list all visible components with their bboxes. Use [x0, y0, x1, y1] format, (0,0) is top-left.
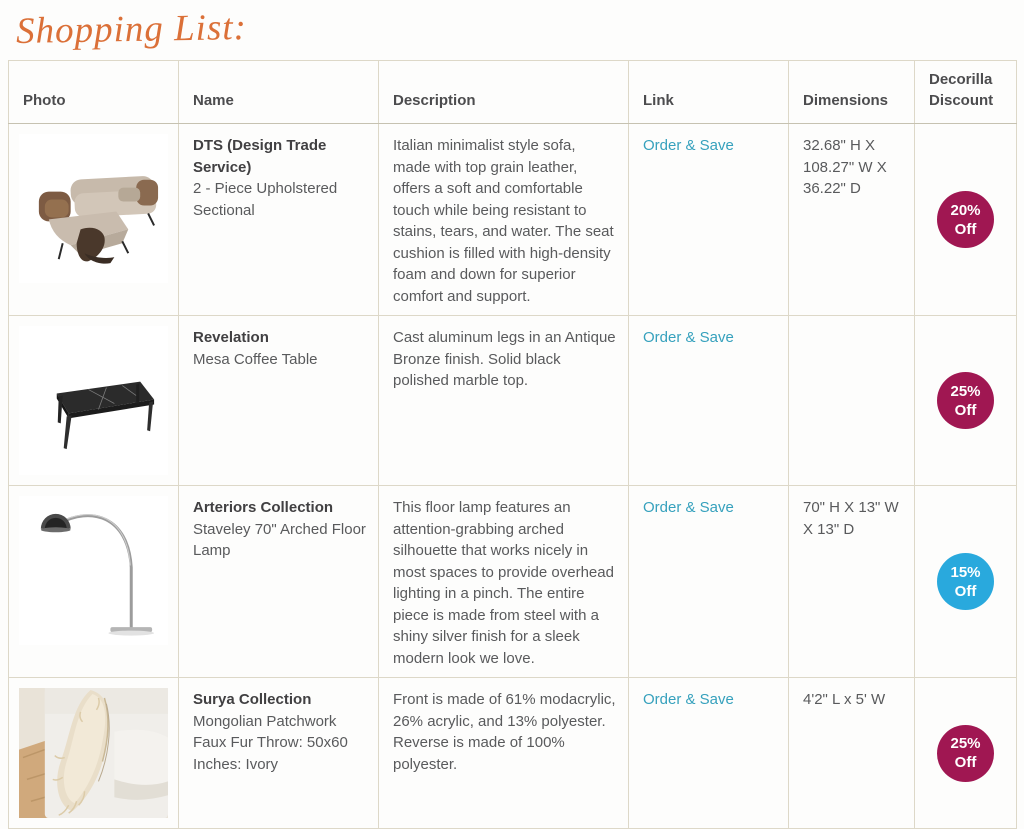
name-cell [179, 124, 379, 316]
description-cell: Front is made of 61% modacrylic, 26% acrylic, and 13% polyester. Reverse is made of 100% polyester. [379, 678, 629, 829]
arched-floor-lamp-illustration [19, 496, 168, 645]
discount-word: Off [954, 754, 977, 772]
product-name: 2 - Piece Upholstered Sectional [193, 180, 338, 219]
product-brand: Revelation [193, 329, 269, 346]
discount-cell [915, 124, 1017, 316]
discount-percent: 25% [950, 735, 981, 753]
link-cell [629, 316, 789, 486]
table-row [9, 678, 1017, 829]
arched-floor-lamp-photo [19, 496, 168, 645]
discount-cell [915, 678, 1017, 829]
product-name: Staveley 70" Arched Floor Lamp [193, 520, 366, 559]
discount-cell [915, 486, 1017, 678]
header-row [9, 61, 1017, 124]
link-cell [629, 486, 789, 678]
name-cell [179, 486, 379, 678]
discount-word: Off [954, 220, 977, 238]
name-cell [179, 316, 379, 486]
name-cell [179, 678, 379, 829]
product-photo-cell [9, 316, 179, 486]
sectional-sofa-photo [19, 134, 168, 283]
sectional-sofa-illustration [19, 134, 168, 283]
header-photo: Photo [9, 61, 179, 124]
discount-cell [915, 316, 1017, 486]
table-row [9, 124, 1017, 316]
order-save-link[interactable]: Order & Save [643, 691, 734, 708]
header-link: Link [629, 61, 789, 124]
faux-fur-throw-illustration [19, 688, 168, 818]
header-description: Description [379, 61, 629, 124]
description-cell: Cast aluminum legs in an Antique Bronze finish. Solid black polished marble top. [379, 316, 629, 486]
discount-percent: 15% [950, 563, 981, 581]
dimensions-cell [789, 316, 915, 486]
dimensions-cell: 70" H X 13" W X 13" D [789, 486, 915, 678]
discount-badge [937, 725, 994, 782]
discount-percent: 25% [950, 382, 981, 400]
dimensions-cell: 32.68" H X 108.27" W X 36.22" D [789, 124, 915, 316]
product-brand: Surya Collection [193, 691, 312, 708]
product-name: Mongolian Patchwork Faux Fur Throw: 50x60 Inches: Ivory [193, 712, 348, 773]
page-title: Shopping List: [15, 6, 248, 53]
product-photo-cell [9, 124, 179, 316]
table-row [9, 486, 1017, 678]
product-name: Mesa Coffee Table [193, 350, 318, 368]
product-photo-cell [9, 678, 179, 829]
discount-word: Off [954, 582, 977, 600]
product-brand: DTS (Design Trade Service) [193, 137, 327, 176]
header-name: Name [179, 61, 379, 124]
discount-badge [937, 191, 994, 248]
discount-badge [937, 553, 994, 610]
order-save-link[interactable]: Order & Save [643, 499, 734, 516]
discount-badge [937, 372, 994, 429]
product-brand: Arteriors Collection [193, 499, 334, 516]
table-row [9, 316, 1017, 486]
discount-word: Off [954, 401, 977, 419]
description-cell: This floor lamp features an attention-grabbing arched silhouette that works nicely in most spaces to provide overhead lighting in a pinch. The entire piece is made from steel with a shiny silver finish for a sleek modern look we love. [379, 486, 629, 678]
description-cell: Italian minimalist style sofa, made with top grain leather, offers a soft and comfortable touch while being resistant to stains, tears, and water. The seat cushion is filled with high-density foam and down for superior comfort and support. [379, 124, 629, 316]
header-decorilla-discount: Decorilla Discount [915, 61, 1017, 124]
discount-percent: 20% [950, 201, 981, 219]
link-cell [629, 678, 789, 829]
coffee-table-photo [19, 326, 168, 475]
link-cell [629, 124, 789, 316]
header-dimensions: Dimensions [789, 61, 915, 124]
faux-fur-throw-photo [19, 688, 168, 818]
coffee-table-illustration [19, 326, 168, 475]
product-photo-cell [9, 486, 179, 678]
order-save-link[interactable]: Order & Save [643, 329, 734, 346]
shopping-list-table [8, 60, 1016, 829]
dimensions-cell: 4'2" L x 5' W [789, 678, 915, 829]
order-save-link[interactable]: Order & Save [643, 137, 734, 154]
